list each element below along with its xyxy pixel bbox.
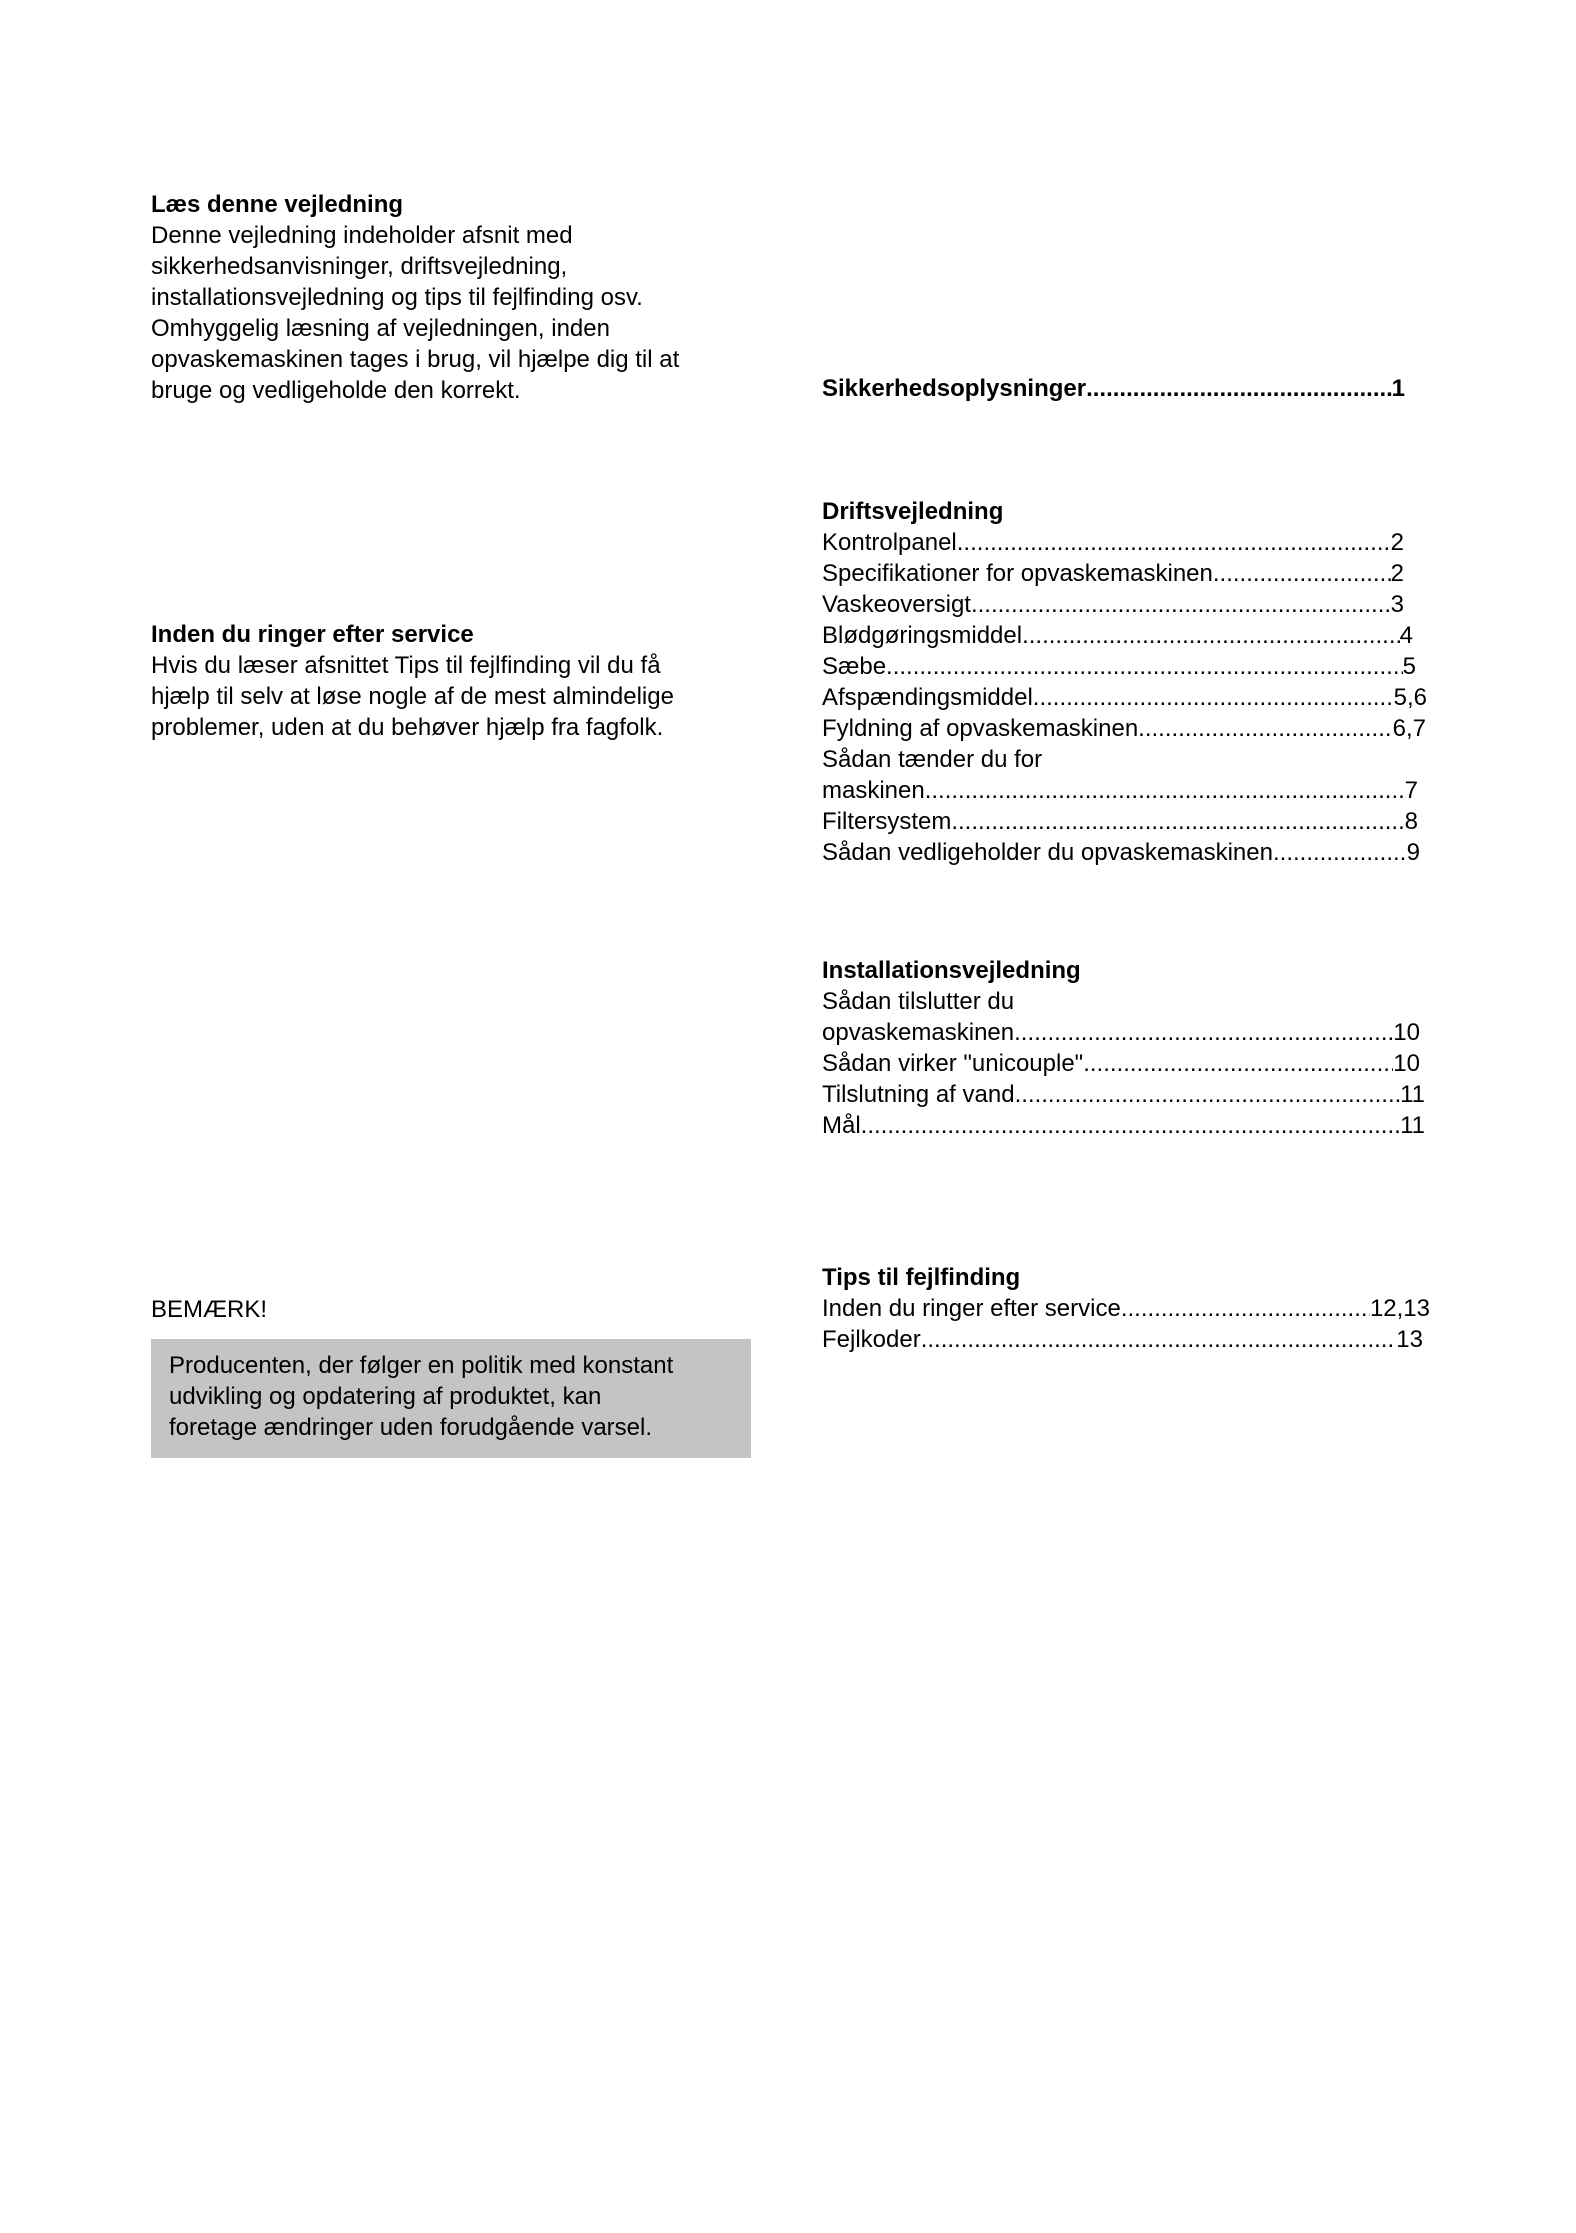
toc-leader-dots <box>1022 620 1400 651</box>
toc-entry[interactable] <box>822 651 1416 682</box>
toc-entry-page: 7 <box>1404 777 1418 804</box>
toc-entry-page: 1 <box>1391 375 1405 402</box>
toc-entry[interactable] <box>822 713 1426 744</box>
service-title: Inden du ringer efter service <box>151 621 474 648</box>
toc-entry[interactable] <box>822 682 1427 713</box>
toc-entry[interactable] <box>822 527 1404 558</box>
note-box: Producenten, der følger en politik med konstant udvikling og opdatering af produktet, kan foretage ændringer uden forudgående varsel. <box>151 1339 751 1458</box>
toc-entry[interactable] <box>822 1079 1425 1110</box>
toc-entry-page: 13 <box>1396 1326 1423 1353</box>
toc-entry[interactable] <box>822 558 1404 589</box>
toc-entry[interactable] <box>822 1324 1423 1355</box>
toc-entry-label: Sådan vedligeholder du opvaskemaskinen <box>822 839 1273 866</box>
toc-leader-dots <box>1138 713 1392 744</box>
toc-leader-dots <box>1086 373 1392 404</box>
toc-entry-label: Mål <box>822 1112 861 1139</box>
toc-entry-label: Fejlkoder <box>822 1326 921 1353</box>
toc-entry-label: Afspændingsmiddel <box>822 684 1033 711</box>
toc-entry[interactable] <box>822 986 1434 1017</box>
toc-entry[interactable] <box>822 620 1413 651</box>
intro-body: Denne vejledning indeholder afsnit med sikkerhedsanvisninger, driftsvejledning, installationsvejledning og tips til fejlfinding osv. Omhyggelig læsning af vejledningen, inden opvaskemaskinen tages i brug, vil hjælpe dig til at bruge og vedligeholde den korrekt. <box>151 222 680 404</box>
toc-installation-title: Installationsvejledning <box>822 957 1081 984</box>
toc-entry-page: 5 <box>1402 653 1416 680</box>
intro-title: Læs denne vejledning <box>151 191 404 218</box>
toc-entry-page: 6,7 <box>1392 715 1426 742</box>
toc-entry[interactable] <box>822 806 1418 837</box>
toc-entry-label: Sådan virker "unicouple" <box>822 1050 1084 1077</box>
service-section <box>151 619 761 743</box>
toc-leader-dots <box>886 651 1403 682</box>
toc-entry-page: 5,6 <box>1393 684 1427 711</box>
toc-leader-dots <box>1213 558 1391 589</box>
toc-leader-dots <box>925 775 1405 806</box>
toc-entry-label: Inden du ringer efter service <box>822 1295 1121 1322</box>
toc-entry-label: Blødgøringsmiddel <box>822 622 1023 649</box>
toc-entry-page: 9 <box>1406 839 1420 866</box>
toc-entry-label: Filtersystem <box>822 808 952 835</box>
toc-entry[interactable] <box>822 589 1404 620</box>
toc-entry[interactable] <box>822 744 1434 775</box>
toc-entry-label: Fyldning af opvaskemaskinen <box>822 715 1139 742</box>
toc-entry-label: Sæbe <box>822 653 887 680</box>
toc-entry[interactable] <box>822 373 1405 404</box>
toc-entry-label: Specifikationer for opvaskemaskinen <box>822 560 1213 587</box>
toc-entry[interactable] <box>822 1017 1420 1048</box>
toc-entry[interactable] <box>822 837 1420 868</box>
toc-entry-page: 11 <box>1400 1112 1425 1139</box>
toc-leader-dots <box>1273 837 1407 868</box>
toc-entry[interactable] <box>822 1293 1430 1324</box>
toc-operation-title: Driftsvejledning <box>822 498 1004 525</box>
toc-leader-dots <box>1121 1293 1370 1324</box>
toc-installation <box>822 955 1434 1141</box>
toc-leader-dots <box>861 1110 1400 1141</box>
toc-entry-label: Kontrolpanel <box>822 529 957 556</box>
toc-leader-dots <box>1014 1017 1393 1048</box>
toc-entry-label: Sådan tilslutter du <box>822 988 1015 1015</box>
toc-entry-label: Tilslutning af vand <box>822 1081 1015 1108</box>
toc-entry-label: Sikkerhedsoplysninger <box>822 375 1087 402</box>
toc-leader-dots <box>1033 682 1394 713</box>
toc-leader-dots <box>957 527 1391 558</box>
toc-entry-page: 2 <box>1390 529 1404 556</box>
toc-entry-label: Sådan tænder du for <box>822 746 1043 773</box>
toc-leader-dots <box>921 1324 1397 1355</box>
toc-entry-page: 2 <box>1390 560 1404 587</box>
toc-entry-page: 10 <box>1393 1050 1420 1077</box>
toc-entry-page: 4 <box>1399 622 1413 649</box>
toc-entry-page: 10 <box>1393 1019 1420 1046</box>
toc-entry-page: 8 <box>1404 808 1418 835</box>
toc-entry-page: 11 <box>1400 1081 1425 1108</box>
toc-entry[interactable] <box>822 1110 1425 1141</box>
toc-troubleshooting <box>822 1262 1434 1355</box>
toc-entry-label: Vaskeoversigt <box>822 591 971 618</box>
toc-operation <box>822 496 1434 868</box>
note-label: BEMÆRK! <box>151 1296 268 1323</box>
toc-leader-dots <box>1015 1079 1401 1110</box>
toc-leader-dots <box>1083 1048 1393 1079</box>
toc-leader-dots <box>971 589 1391 620</box>
toc-entry-label: opvaskemaskinen <box>822 1019 1015 1046</box>
toc-entry-page: 3 <box>1390 591 1404 618</box>
toc-entry-label: maskinen <box>822 777 925 804</box>
toc-leader-dots <box>951 806 1404 837</box>
intro-section <box>151 189 761 406</box>
toc-entry[interactable] <box>822 775 1418 806</box>
service-body: Hvis du læser afsnittet Tips til fejlfinding vil du få hjælp til selv at løse nogle af de mest almindelige problemer, uden at du behøver hjælp fra fagfolk. <box>151 652 674 741</box>
toc-entry[interactable] <box>822 1048 1420 1079</box>
toc-entry-page: 12,13 <box>1369 1295 1430 1322</box>
toc-safety <box>822 373 1434 404</box>
toc-troubleshooting-title: Tips til fejlfinding <box>822 1264 1021 1291</box>
